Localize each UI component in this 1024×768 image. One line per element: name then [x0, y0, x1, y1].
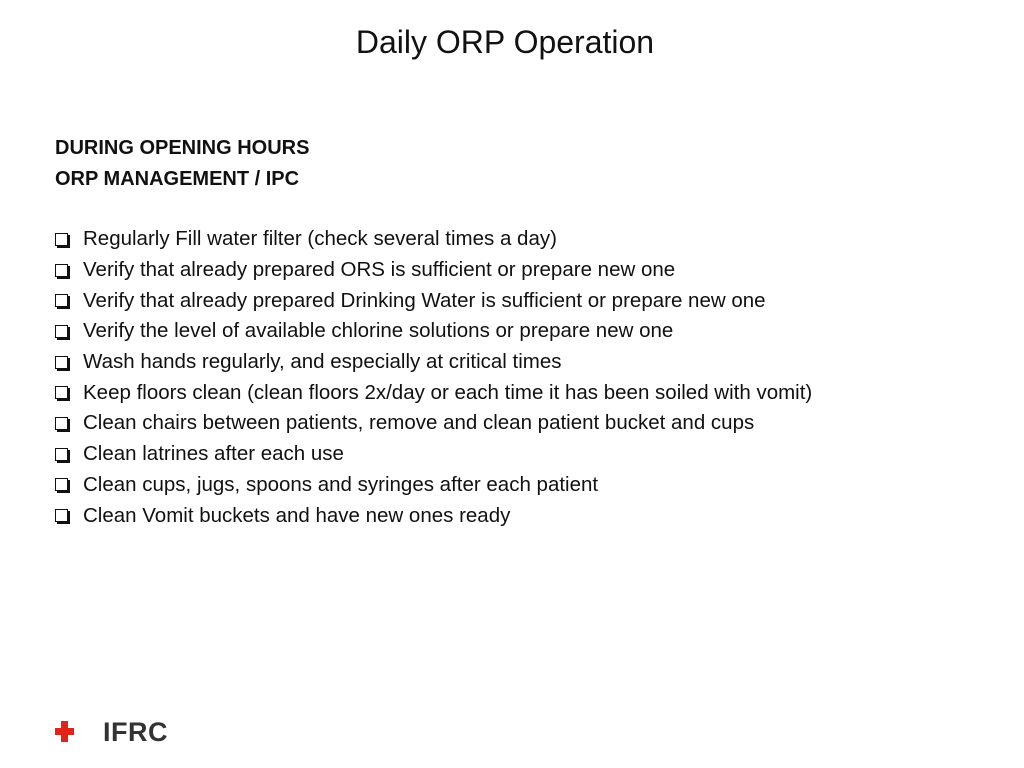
checklist-item-label: Clean latrines after each use [83, 442, 344, 466]
checklist-item-label: Keep floors clean (clean floors 2x/day or each time it has been soiled with vomit) [83, 380, 813, 404]
checklist-item [55, 500, 812, 531]
section-heading-line-1: DURING OPENING HOURS [55, 137, 310, 159]
checkbox-icon [55, 478, 68, 491]
checklist-item [55, 316, 812, 347]
checklist-item-label: Clean cups, jugs, spoons and syringes after each patient [83, 472, 599, 496]
checklist-item [55, 470, 812, 501]
checkbox-icon [55, 448, 68, 461]
checkbox-icon [55, 264, 68, 277]
checklist-item [55, 439, 812, 470]
checklist-item [55, 255, 812, 286]
checklist-item-label: Verify that already prepared ORS is sufficient or prepare new one [83, 258, 676, 282]
checkbox-icon [55, 294, 68, 307]
checklist-item [55, 377, 812, 408]
checklist-item [55, 224, 812, 255]
checklist-item-label: Clean Vomit buckets and have new ones ready [83, 503, 511, 527]
checkbox-icon [55, 233, 68, 246]
slide-title: Daily ORP Operation [355, 24, 655, 60]
checklist-item-label: Wash hands regularly, and especially at critical times [83, 350, 562, 374]
checklist-item-label: Regularly Fill water filter (check several times a day) [83, 227, 557, 251]
red-cross-crescent-icon [55, 716, 101, 748]
checklist-item-label: Verify the level of available chlorine solutions or prepare new one [83, 319, 674, 343]
checkbox-icon [55, 386, 68, 399]
section-heading-line-2: ORP MANAGEMENT / IPC [55, 168, 300, 190]
section-heading [55, 133, 309, 195]
logo-text: IFRC [103, 716, 168, 747]
checklist-item-label: Verify that already prepared Drinking Water is sufficient or prepare new one [83, 288, 766, 312]
checklist [55, 224, 812, 531]
checkbox-icon [55, 356, 68, 369]
checklist-item [55, 408, 812, 439]
checkbox-icon [55, 417, 68, 430]
checkbox-icon [55, 509, 68, 522]
checklist-item [55, 347, 812, 378]
checkbox-icon [55, 325, 68, 338]
checklist-item-label: Clean chairs between patients, remove and clean patient bucket and cups [83, 411, 755, 435]
checklist-item [55, 285, 812, 316]
ifrc-logo [55, 716, 168, 748]
